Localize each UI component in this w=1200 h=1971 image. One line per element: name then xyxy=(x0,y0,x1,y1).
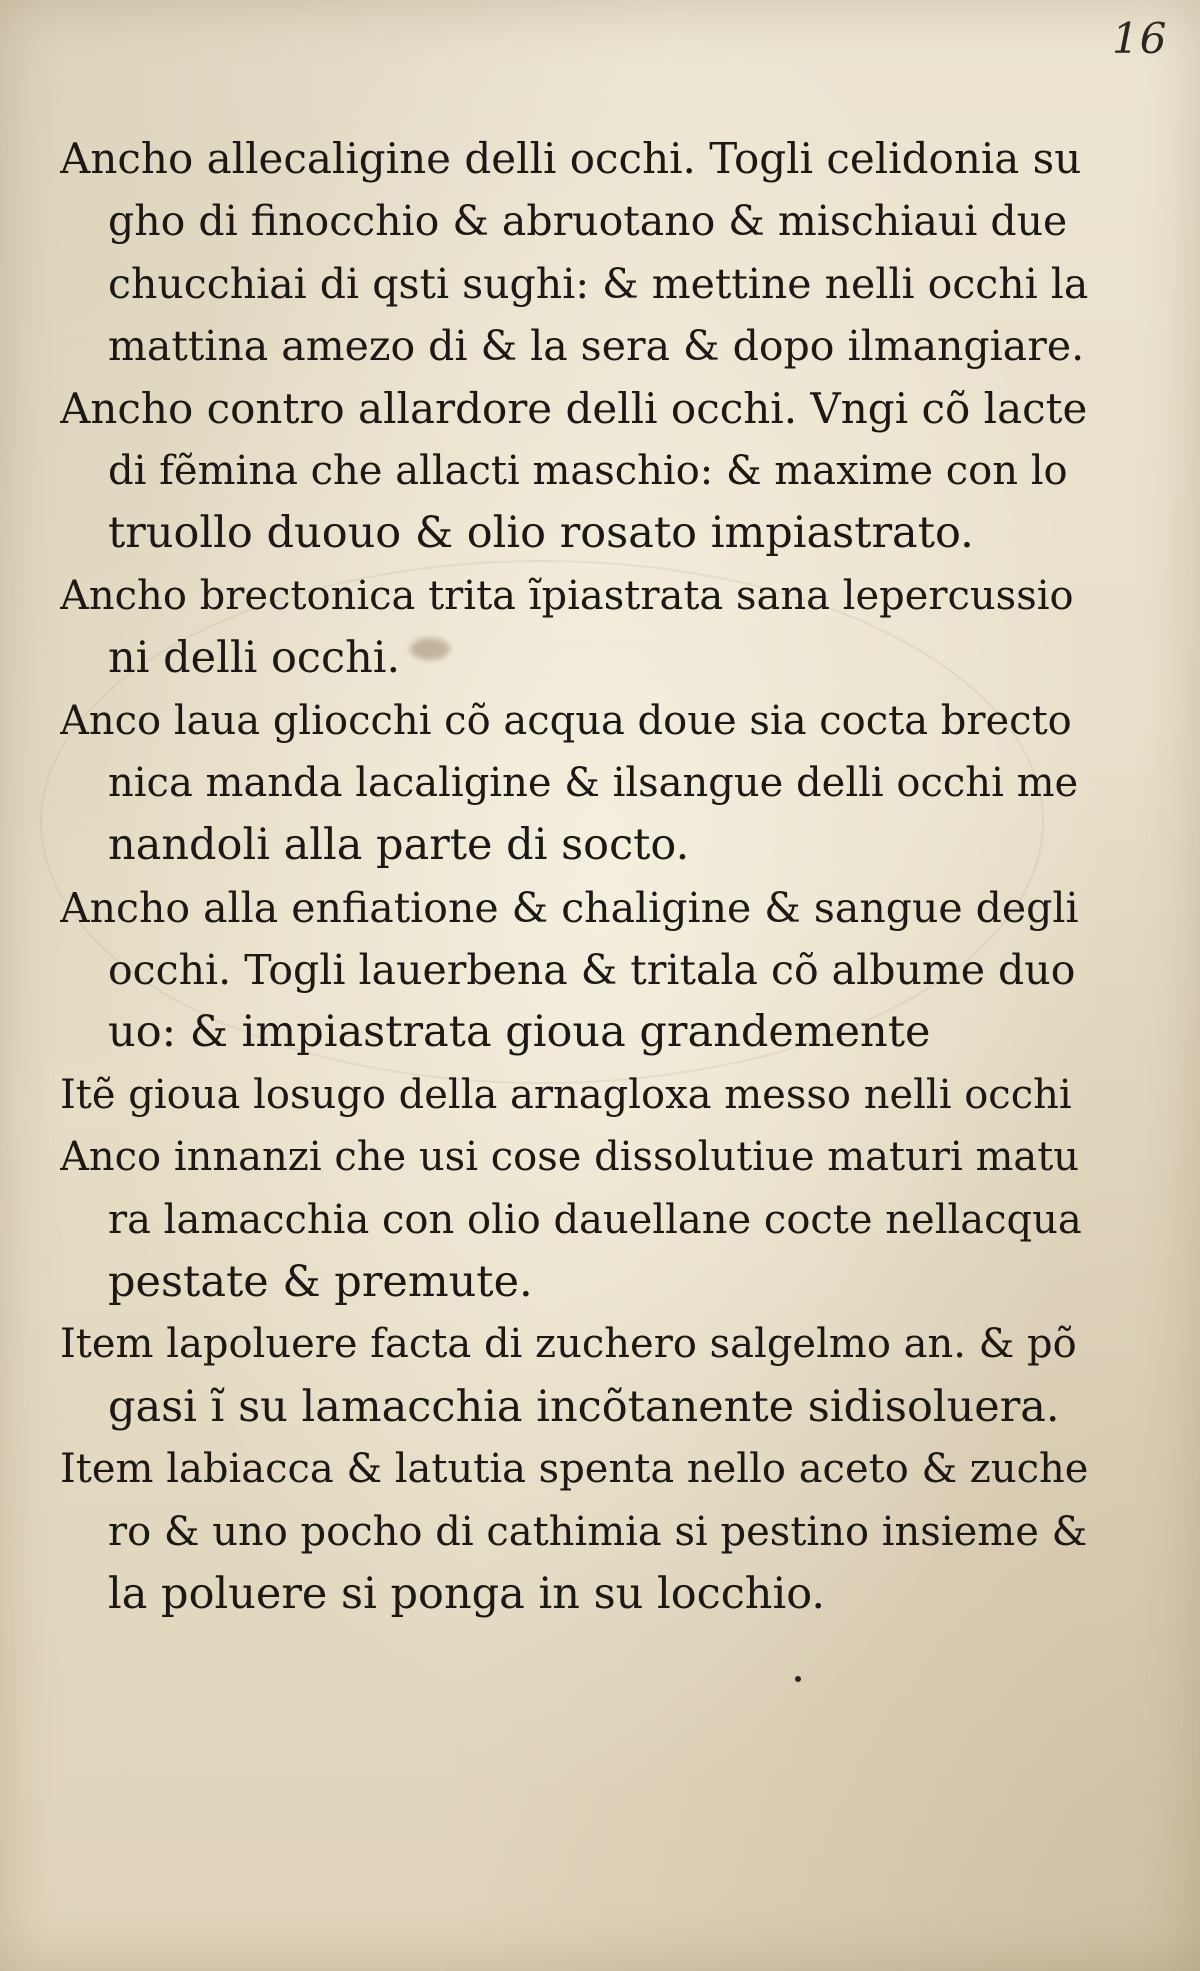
text-line: chucchiai di qsti sughi: & mettine nelli occhi la xyxy=(108,259,1089,308)
text-line: ni delli occhi. xyxy=(108,633,401,684)
text-line: occhi. Togli lauerbena & tritala cõ albume duo xyxy=(108,946,1076,995)
text-line: la poluere si ponga in su locchio. xyxy=(108,1568,826,1619)
text-line: ro & uno pocho di cathimia si pestino insieme & xyxy=(108,1508,1088,1555)
text-block xyxy=(60,128,1090,1625)
text-line: pestate & premute. xyxy=(108,1257,533,1308)
folio-number: 16 xyxy=(1112,14,1168,63)
text-line: gasi ĩ su lamacchia incõtanente sidisoluera. xyxy=(108,1381,1060,1432)
text-line: Item labiacca & latutia spenta nello aceto & zuche xyxy=(60,1446,1089,1493)
text-line: Ancho allecaligine delli occhi. Togli celidonia su xyxy=(60,134,1082,183)
text-line: truollo duouo & olio rosato impiastrato. xyxy=(108,508,974,559)
text-line: gho di finocchio & abruotano & mischiaui due xyxy=(108,197,1068,246)
ink-speck xyxy=(795,1676,801,1682)
text-line: Ancho alla enfiatione & chaligine & sangue degli xyxy=(60,883,1079,932)
text-line: uo: & impiastrata gioua grandemente xyxy=(108,1007,931,1058)
text-line: ra lamacchia con olio dauellane cocte nellacqua xyxy=(108,1196,1082,1243)
text-line: Ancho brectonica trita ĩpiastrata sana lepercussio xyxy=(60,572,1074,619)
text-line: nandoli alla parte di socto. xyxy=(108,820,690,871)
text-line: Itẽ gioua losugo della arnagloxa messo nelli occhi xyxy=(60,1071,1072,1118)
text-line: Ancho contro allardore delli occhi. Vngi cõ lacte xyxy=(60,383,1088,433)
text-line: Item lapoluere facta di zuchero salgelmo an. & põ xyxy=(60,1321,1077,1368)
text-line: nica manda lacaligine & ilsangue delli occhi me xyxy=(108,759,1079,806)
text-line: mattina amezo di & la sera & dopo ilmangiare. xyxy=(108,322,1085,371)
text-line: Anco innanzi che usi cose dissolutiue maturi matu xyxy=(60,1134,1080,1181)
text-line: di fẽmina che allacti maschio: & maxime con lo xyxy=(108,447,1068,494)
text-line: Anco laua gliocchi cõ acqua doue sia cocta brecto xyxy=(60,697,1072,744)
